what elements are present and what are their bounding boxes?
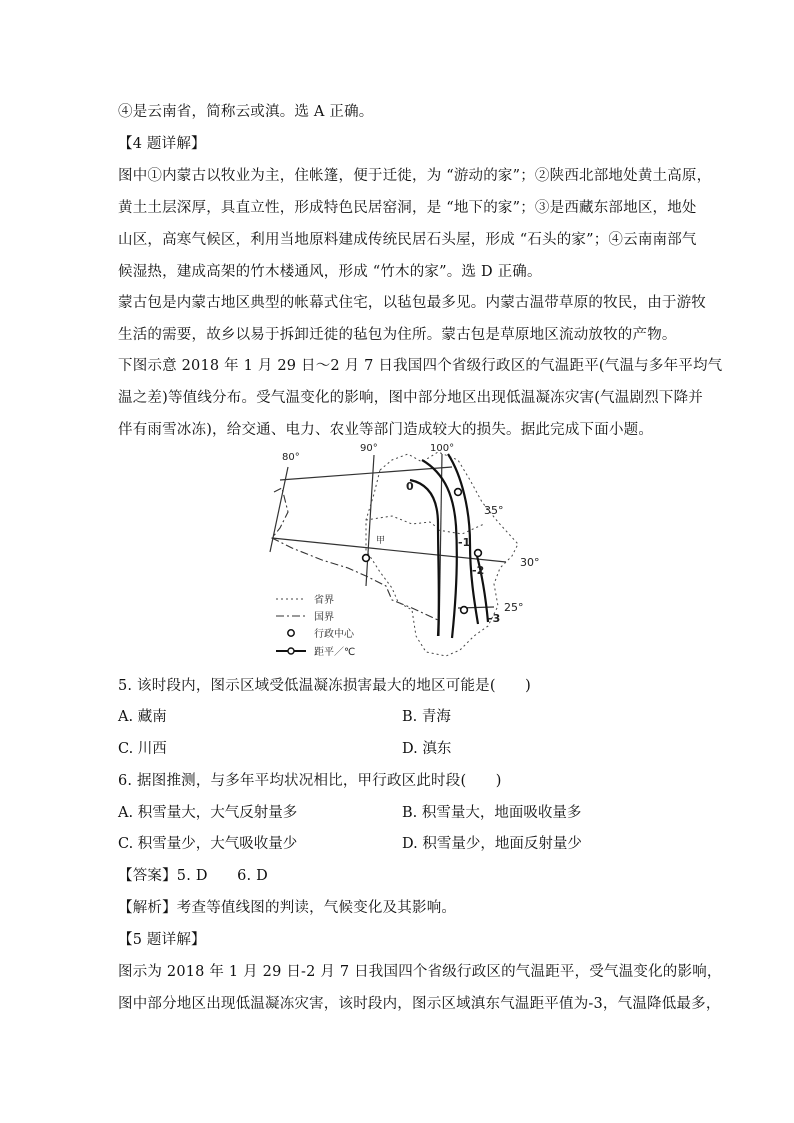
question-6-stem: 6. 据图推测，与多年平均状况相比，甲行政区此时段( ) [118, 773, 502, 789]
section-heading-5: 【5 题详解】 [118, 932, 206, 948]
q5-option-c: C. 川西 [118, 741, 167, 757]
national-border [272, 488, 438, 620]
isoline-minus-3 [476, 552, 488, 622]
analysis-line: 【解析】考查等值线图的判读，气候变化及其影响。 [118, 900, 457, 916]
lon-label-90: 90° [360, 443, 378, 454]
paragraph-line: 山区，高寒气候区，利用当地原料建成传统民居石头屋，形成 “石头的家”；④云南南部气 [118, 232, 697, 248]
isolines [410, 454, 488, 638]
longitude-line-90 [366, 455, 374, 586]
legend-swatch-admin-center [288, 630, 294, 636]
provincial-border-inner [438, 524, 484, 534]
legend-label-isoline: 距平／℃ [314, 647, 356, 658]
paragraph-line: 伴有雨雪冰冻)，给交通、电力、农业等部门造成较大的损失。据此完成下面小题。 [118, 422, 654, 438]
paragraph-line: ④是云南省，简称云或滇。选 A 正确。 [118, 104, 374, 120]
paragraph-line: 蒙古包是内蒙古地区典型的帐幕式住宅，以毡包最多见。内蒙古温带草原的牧民，由于游牧 [118, 295, 706, 311]
paragraph-line: 候湿热，建成高架的竹木楼通风，形成 “竹木的家”。选 D 正确。 [118, 264, 542, 280]
admin-center [461, 607, 468, 614]
q5-option-d: D. 滇东 [402, 741, 452, 757]
paragraph-line: 图示为 2018 年 1 月 29 日-2 月 7 日我国四个省级行政区的气温距平，受气温变化的影响， [118, 964, 722, 980]
provincial-border-inner [366, 516, 440, 530]
isoline-label-0: 0 [406, 480, 414, 493]
legend-label-admin-center: 行政中心 [314, 629, 354, 640]
q6-option-c: C. 积雪量少，大气吸收量少 [118, 836, 298, 852]
legend-label-national: 国界 [314, 612, 334, 623]
q6-option-a: A. 积雪量大，大气反射量多 [118, 805, 298, 821]
answer-line: 【答案】5. D 6. D [118, 868, 268, 884]
paragraph-line: 图中部分地区出现低温凝冻灾害，该时段内，图示区域滇东气温距平值为-3，气温降低最多， [118, 996, 721, 1012]
question-5-stem: 5. 该时段内，图示区域受低温凝冻损害最大的地区可能是( ) [118, 678, 531, 694]
region-label-jia: 甲 [376, 536, 386, 546]
q5-option-a: A. 藏南 [118, 709, 167, 725]
section-heading-4: 【4 题详解】 [118, 136, 206, 152]
paragraph-line: 生活的需要，故乡以易于拆卸迁徙的毡包为住所。蒙古包是草原地区流动放牧的产物。 [118, 327, 677, 343]
paragraph-line: 下图示意 2018 年 1 月 29 日～2 月 7 日我国四个省级行政区的气温距平(气温与多年平均气 [118, 358, 723, 374]
paragraph-line: 黄土土层深厚，具直立性，形成特色民居窑洞，是 “地下的家”；③是西藏东部地区，地处 [118, 200, 697, 216]
paragraph-line: 图中①内蒙古以牧业为主，住帐篷，便于迁徙，为 “游动的家”；②陕西北部地处黄土高原， [118, 168, 712, 184]
admin-center [475, 550, 482, 557]
latitude-line-35 [280, 467, 452, 480]
lat-label-30: 30° [520, 556, 540, 569]
isoline-0 [410, 480, 439, 636]
q5-option-b: B. 青海 [402, 709, 451, 725]
isoline-label-minus-2: -2 [472, 564, 485, 577]
paragraph-line: 温之差)等值线分布。受气温变化的影响，图中部分地区出现低温凝冻灾害(气温剧烈下降并 [118, 390, 704, 406]
lon-label-80: 80° [282, 452, 300, 463]
lon-label-100: 100° [430, 443, 455, 454]
admin-center [363, 555, 370, 562]
admin-centers [363, 489, 485, 614]
lat-label-25: 25° [504, 601, 524, 614]
admin-center [455, 489, 462, 496]
q6-option-d: D. 积雪量少，地面反射量少 [402, 836, 582, 852]
legend-swatch-isoline-marker [288, 648, 294, 654]
isoline-label-minus-3: -3 [488, 612, 501, 625]
q6-option-b: B. 积雪量大，地面吸收量多 [402, 805, 582, 821]
legend-label-provincial: 省界 [314, 595, 334, 606]
map-legend [276, 593, 355, 658]
isoline-label-minus-1: -1 [458, 536, 471, 549]
temperature-anomaly-map [262, 440, 554, 662]
lat-label-35: 35° [484, 504, 504, 517]
